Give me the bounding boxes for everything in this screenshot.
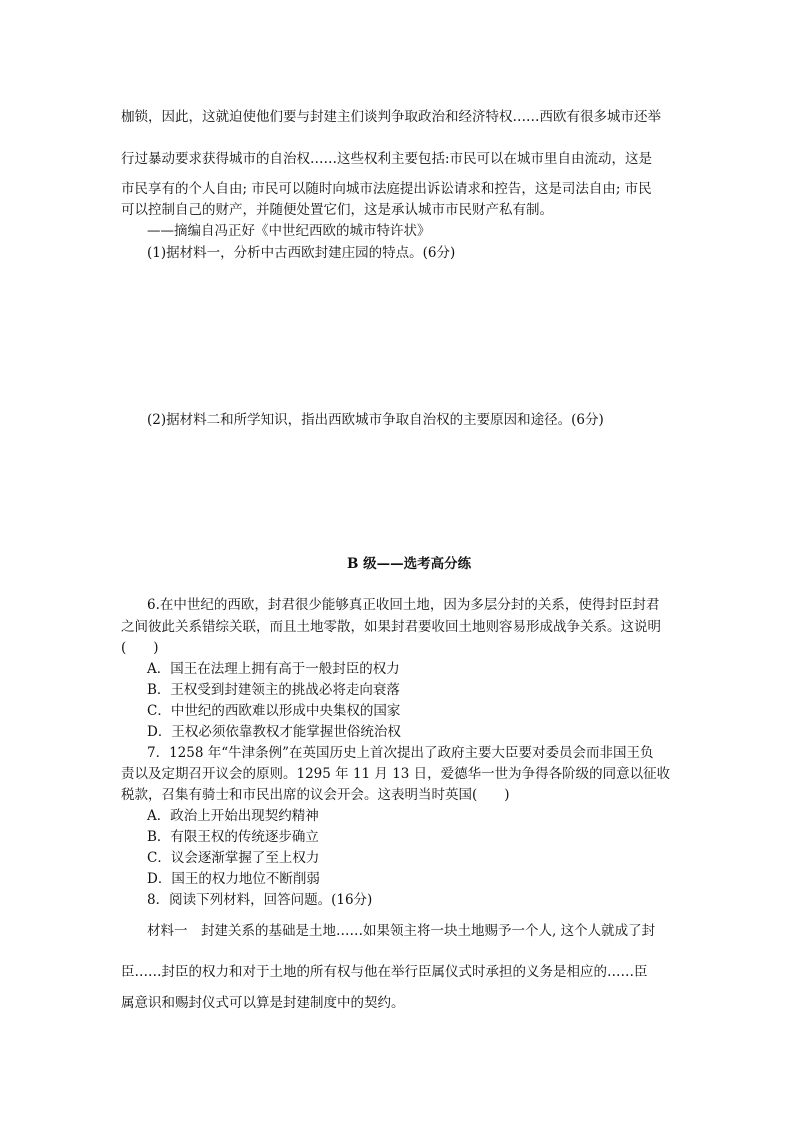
- material2-line1: 枷锁，因此，这就迫使他们要与封建主们谈判争取政治和经济特权……西欧有很多城市还举: [121, 109, 661, 125]
- material2-line3: 市民享有的个人自由; 市民可以随时向城市法庭提出诉讼请求和控告，这是司法自由; 市民: [121, 181, 652, 197]
- q6-line1: 6.在中世纪的西欧，封君很少能够真正收回土地，因为多层分封的关系，使得封臣封君: [147, 597, 660, 613]
- q6-line2: 之间彼此关系错综关联，而且土地零散，如果封君要收回土地则容易形成战争关系。这说明: [121, 619, 661, 635]
- q8-material1-line3: 属意识和赐封仪式可以算是封建制度中的契约。: [121, 995, 405, 1011]
- q6-option-c: C．中世纪的西欧难以形成中央集权的国家: [147, 703, 401, 719]
- question-2: (2)据材料二和所学知识，指出西欧城市争取自治权的主要原因和途径。(6分): [147, 412, 604, 428]
- q6-option-b: B．王权受到封建领主的挑战必将走向衰落: [147, 682, 400, 698]
- q6-line3: ( ): [121, 640, 159, 656]
- q8-material1-line2: 臣……封臣的权力和对于土地的所有权与他在举行臣属仪式时承担的义务是相应的……臣: [121, 964, 648, 980]
- q8-line1: 8．阅读下列材料，回答问题。(16分): [147, 892, 373, 908]
- q6-option-a: A．国王在法理上拥有高于一般封臣的权力: [147, 661, 400, 677]
- q7-line1: 7．1258 年“牛津条例”在英国历史上首次提出了政府主要大臣要对委员会而非国王负: [147, 745, 654, 761]
- q7-option-d: D．国王的权力地位不断削弱: [147, 871, 320, 887]
- q7-option-a: A．政治上开始出现契约精神: [147, 808, 319, 824]
- material2-line4: 可以控制自己的财产，并随便处置它们，这是承认城市市民财产私有制。: [121, 202, 553, 218]
- q7-option-c: C．议会逐渐掌握了至上权力: [147, 850, 320, 866]
- material2-source: ——摘编自冯正好《中世纪西欧的城市特许状》: [147, 223, 431, 239]
- q7-line2: 责以及定期召开议会的原则。1295 年 11 月 13 日，爱德华一世为争得各阶级的同意以征收: [121, 766, 671, 782]
- section-title: B 级——选考高分练: [347, 556, 472, 572]
- question-1: (1)据材料一，分析中古西欧封建庄园的特点。(6分): [147, 245, 456, 261]
- q8-material1-line1: 材料一 封建关系的基础是土地……如果领主将一块土地赐予一个人, 这个人就成了封: [147, 923, 656, 939]
- q6-option-d: D．王权必须依靠教权才能掌握世俗统治权: [147, 724, 401, 740]
- q7-option-b: B．有限王权的传统逐步确立: [147, 829, 319, 845]
- q7-line3: 税款，召集有骑士和市民出席的议会开会。这表明当时英国( ): [121, 787, 510, 803]
- material2-line2: 行过暴动要求获得城市的自治权……这些权利主要包括:市民可以在城市里自由流动，这是: [121, 151, 653, 167]
